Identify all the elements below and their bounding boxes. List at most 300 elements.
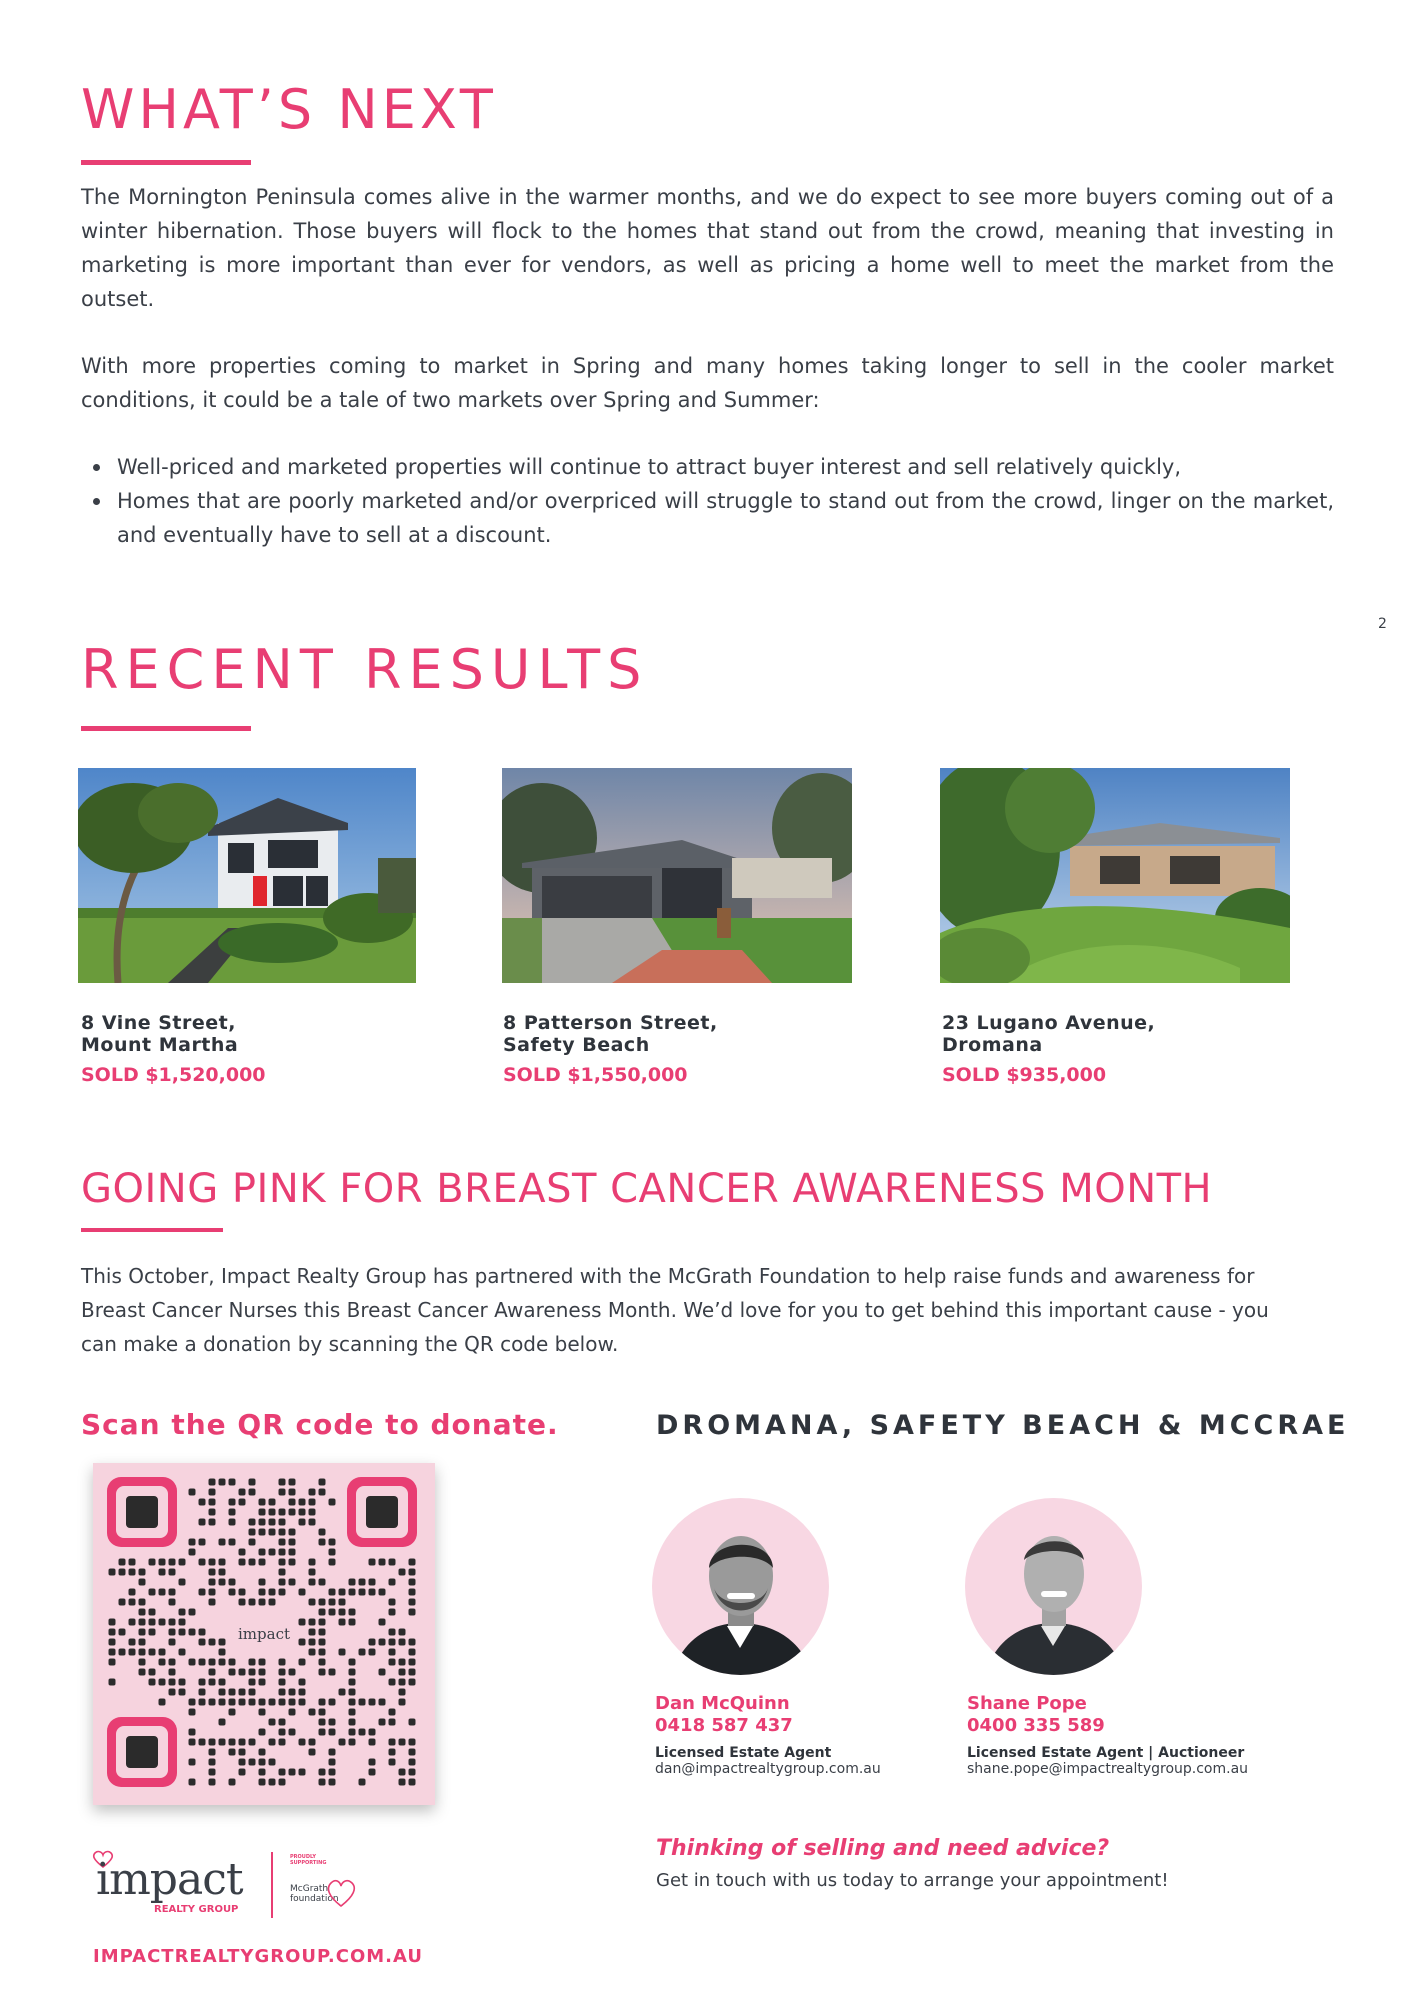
qr-module [139,1609,146,1616]
qr-module [189,1709,196,1716]
qr-module [389,1659,396,1666]
qr-module [279,1679,286,1686]
qr-module [379,1719,386,1726]
qr-module [229,1689,236,1696]
qr-module [249,1479,256,1486]
qr-module [149,1629,156,1636]
qr-module [339,1619,346,1626]
qr-module [209,1669,216,1676]
qr-module [289,1499,296,1506]
qr-module [349,1729,356,1736]
qr-module [339,1649,346,1656]
qr-module [279,1529,286,1536]
qr-module [149,1649,156,1656]
qr-module [269,1699,276,1706]
agent-email[interactable]: dan@impactrealtygroup.com.au [655,1761,881,1777]
agent-phone[interactable]: 0400 335 589 [967,1715,1105,1736]
qr-module [389,1599,396,1606]
listing-street: 8 Patterson Street, [503,1012,718,1034]
qr-module [289,1539,296,1546]
qr-module [209,1659,216,1666]
qr-module [269,1719,276,1726]
qr-module [189,1489,196,1496]
qr-module [259,1729,266,1736]
qr-module [169,1569,176,1576]
qr-module [139,1629,146,1636]
qr-module [299,1499,306,1506]
qr-module [299,1519,306,1526]
qr-module [209,1559,216,1566]
qr-module [289,1559,296,1566]
qr-module [129,1619,136,1626]
qr-module [189,1729,196,1736]
qr-module [319,1629,326,1636]
impact-logo-subtitle: REALTY GROUP [154,1904,239,1915]
qr-module [279,1669,286,1676]
qr-module [289,1489,296,1496]
qr-module [259,1769,266,1776]
qr-module [149,1559,156,1566]
qr-module [249,1739,256,1746]
qr-module [189,1659,196,1666]
qr-module [229,1579,236,1586]
agent-phone[interactable]: 0418 587 437 [655,1715,793,1736]
qr-module [239,1769,246,1776]
qr-module [209,1739,216,1746]
qr-module [279,1479,286,1486]
qr-module [289,1579,296,1586]
qr-module [119,1649,126,1656]
qr-module [289,1669,296,1676]
qr-module [239,1599,246,1606]
qr-module [259,1559,266,1566]
qr-module [309,1489,316,1496]
bullet-item: Well-priced and marketed properties will continue to attract buyer interest and sell relatively quickly, [81,450,1334,484]
qr-module [189,1539,196,1546]
going-pink-title: GOING PINK FOR BREAST CANCER AWARENESS MONTH [81,1166,1213,1212]
donation-qr-code[interactable] [93,1463,435,1805]
listing-suburb: Dromana [942,1034,1043,1056]
qr-module [399,1569,406,1576]
qr-module [199,1639,206,1646]
qr-module [299,1589,306,1596]
qr-module [179,1609,186,1616]
qr-module [199,1589,206,1596]
qr-finder-eye [366,1496,398,1528]
qr-module [259,1659,266,1666]
qr-module [349,1719,356,1726]
qr-module [279,1569,286,1576]
agent-card-shane [967,1693,1297,1777]
qr-module [389,1579,396,1586]
qr-module [319,1709,326,1716]
qr-module [329,1599,336,1606]
whats-next-para-1: The Mornington Peninsula comes alive in the warmer months, and we do expect to see more buyers coming out of a winter hibernation. Those buyers will flock to the homes that stand out from the crowd, meaning that investing in marketing is more important than ever for vendors, as well as pricing a home well to meet the market from the outset. [81,185,1334,311]
qr-module [389,1559,396,1566]
qr-module [339,1609,346,1616]
qr-module [239,1589,246,1596]
qr-module [259,1669,266,1676]
qr-module [299,1639,306,1646]
qr-module [409,1739,416,1746]
qr-module [129,1639,136,1646]
agent-photo-dan-mcquinn [652,1498,829,1675]
qr-module [309,1519,316,1526]
qr-module [209,1499,216,1506]
qr-module [279,1659,286,1666]
listing-photo-vine-street [78,768,416,983]
qr-module [399,1739,406,1746]
qr-module [249,1519,256,1526]
listing-card-patterson [503,1012,823,1086]
qr-module [389,1649,396,1656]
qr-module [399,1689,406,1696]
qr-module [409,1759,416,1766]
qr-module [259,1499,266,1506]
qr-module [289,1529,296,1536]
qr-module [209,1569,216,1576]
qr-module [309,1599,316,1606]
qr-module [329,1719,336,1726]
qr-module [139,1619,146,1626]
qr-module [109,1679,116,1686]
qr-module [229,1509,236,1516]
qr-module [129,1559,136,1566]
qr-module [289,1689,296,1696]
agent-name: Dan McQuinn [655,1693,790,1714]
qr-module [359,1729,366,1736]
qr-module [139,1599,146,1606]
qr-module [159,1559,166,1566]
qr-module [229,1589,236,1596]
qr-module [279,1699,286,1706]
qr-module [389,1709,396,1716]
qr-module [259,1509,266,1516]
qr-module [259,1709,266,1716]
qr-module [399,1669,406,1676]
qr-module [109,1659,116,1666]
qr-module [209,1759,216,1766]
qr-module [319,1729,326,1736]
qr-module [229,1479,236,1486]
qr-module [399,1779,406,1786]
qr-module [349,1579,356,1586]
qr-module [299,1659,306,1666]
qr-module [109,1569,116,1576]
qr-module [399,1699,406,1706]
qr-module [169,1589,176,1596]
listing-card-lugano [942,1012,1262,1086]
qr-module [409,1649,416,1656]
qr-module [329,1559,336,1566]
qr-module [219,1639,226,1646]
listing-suburb: Mount Martha [81,1034,239,1056]
qr-module [319,1719,326,1726]
qr-module [199,1659,206,1666]
qr-module [219,1739,226,1746]
qr-module [239,1669,246,1676]
cta-body: Get in touch with us today to arrange your appointment! [656,1870,1169,1891]
going-pink-rule [81,1228,223,1232]
qr-module [149,1669,156,1676]
qr-module [189,1549,196,1556]
qr-module [259,1529,266,1536]
qr-module [249,1669,256,1676]
qr-module [169,1629,176,1636]
going-pink-body: This October, Impact Realty Group has partnered with the McGrath Foundation to help raise funds and awareness for Breast Cancer Nurses this Breast Cancer Awareness Month. We’d love for you to get behind this important cause - you can make a donation by scanning the QR code below. [81,1264,1269,1356]
qr-module [209,1519,216,1526]
agent-role: Licensed Estate Agent | Auctioneer [967,1745,1245,1761]
qr-module [219,1569,226,1576]
qr-module [309,1709,316,1716]
qr-module [309,1619,316,1626]
qr-module [399,1659,406,1666]
qr-module [249,1529,256,1536]
qr-module [359,1779,366,1786]
qr-module [409,1779,416,1786]
qr-module [269,1589,276,1596]
qr-module [329,1749,336,1756]
qr-module [379,1619,386,1626]
qr-module [109,1619,116,1626]
qr-module [409,1749,416,1756]
qr-module [319,1619,326,1626]
qr-module [329,1759,336,1766]
qr-module [389,1749,396,1756]
qr-module [309,1569,316,1576]
qr-module [369,1579,376,1586]
qr-module [389,1719,396,1726]
qr-module [149,1589,156,1596]
qr-module [229,1749,236,1756]
qr-module [159,1619,166,1626]
qr-module [109,1649,116,1656]
qr-module [369,1649,376,1656]
qr-module [409,1639,416,1646]
qr-module [179,1679,186,1686]
qr-module [379,1699,386,1706]
qr-module [239,1749,246,1756]
qr-module [349,1589,356,1596]
qr-module [359,1589,366,1596]
qr-module [369,1729,376,1736]
qr-module [309,1749,316,1756]
agents-section-title: DROMANA, SAFETY BEACH & MCCRAE [656,1410,1350,1441]
qr-module [379,1589,386,1596]
qr-module [289,1729,296,1736]
listing-suburb: Safety Beach [503,1034,650,1056]
qr-module [209,1509,216,1516]
qr-module [259,1589,266,1596]
qr-module [219,1649,226,1656]
qr-module [209,1639,216,1646]
qr-module [279,1559,286,1566]
recent-results-rule [81,726,251,731]
qr-module [279,1489,286,1496]
qr-module [369,1699,376,1706]
qr-module [289,1709,296,1716]
qr-module [239,1559,246,1566]
impact-logo [92,1848,262,1918]
qr-module [319,1479,326,1486]
qr-module [229,1699,236,1706]
agent-email[interactable]: shane.pope@impactrealtygroup.com.au [967,1761,1249,1777]
qr-module [239,1499,246,1506]
qr-module [179,1579,186,1586]
qr-module [409,1589,416,1596]
qr-module [169,1659,176,1666]
qr-module [329,1769,336,1776]
qr-module [169,1619,176,1626]
qr-module [279,1729,286,1736]
qr-module [199,1689,206,1696]
qr-module [299,1619,306,1626]
qr-module [329,1539,336,1546]
qr-module [119,1559,126,1566]
qr-module [199,1679,206,1686]
qr-module [329,1609,336,1616]
agent-role: Licensed Estate Agent [655,1745,832,1761]
qr-module [309,1499,316,1506]
qr-module [329,1699,336,1706]
qr-module [159,1649,166,1656]
bullet-item: Homes that are poorly marketed and/or overpriced will struggle to stand out from the crowd, linger on the market, and eventually have to sell at a discount. [81,484,1334,552]
listing-photo-lugano-avenue [940,768,1290,983]
qr-module [239,1489,246,1496]
agent-card-dan [655,1693,955,1777]
listing-price: SOLD $935,000 [942,1064,1107,1086]
qr-module [199,1629,206,1636]
qr-module [319,1599,326,1606]
qr-module [349,1709,356,1716]
listing-price: SOLD $1,550,000 [503,1064,688,1086]
qr-module [179,1629,186,1636]
qr-module [409,1559,416,1566]
qr-module [229,1659,236,1666]
recent-results-title: RECENT RESULTS [81,638,649,701]
qr-module [299,1509,306,1516]
qr-module [149,1609,156,1616]
mcgrath-logo [290,1854,380,1918]
qr-module [379,1669,386,1676]
qr-heading: Scan the QR code to donate. [81,1408,559,1441]
qr-module [179,1689,186,1696]
qr-module [259,1749,266,1756]
qr-module [359,1579,366,1586]
qr-module [409,1769,416,1776]
qr-module [209,1479,216,1486]
qr-module [139,1639,146,1646]
qr-module [269,1529,276,1536]
qr-module [199,1519,206,1526]
qr-module [379,1639,386,1646]
whats-next-rule [81,160,251,165]
qr-module [219,1719,226,1726]
listing-street: 23 Lugano Avenue, [942,1012,1156,1034]
qr-module [339,1689,346,1696]
qr-module [359,1699,366,1706]
qr-module [169,1599,176,1606]
qr-module [409,1659,416,1666]
qr-module [279,1519,286,1526]
qr-module [369,1559,376,1566]
qr-module [159,1679,166,1686]
qr-module [269,1739,276,1746]
qr-module [279,1589,286,1596]
qr-module [389,1739,396,1746]
qr-module [319,1669,326,1676]
qr-module [259,1759,266,1766]
qr-module [109,1629,116,1636]
qr-module [309,1639,316,1646]
qr-module [179,1619,186,1626]
qr-module [159,1589,166,1596]
qr-module [279,1509,286,1516]
qr-module [319,1659,326,1666]
qr-module [149,1619,156,1626]
qr-center-logo: impact [235,1621,293,1647]
qr-module [229,1539,236,1546]
qr-module [409,1719,416,1726]
website-link[interactable]: IMPACTREALTYGROUP.COM.AU [93,1946,423,1967]
qr-module [239,1549,246,1556]
qr-module [229,1519,236,1526]
qr-module [259,1549,266,1556]
qr-module [149,1679,156,1686]
listing-price: SOLD $1,520,000 [81,1064,266,1086]
qr-module [219,1579,226,1586]
agent-photo-shane-pope [965,1498,1142,1675]
qr-module [399,1679,406,1686]
qr-module [209,1769,216,1776]
mcgrath-foundation: foundation [290,1894,339,1904]
qr-module [319,1699,326,1706]
qr-module [249,1699,256,1706]
qr-module [199,1559,206,1566]
qr-module [219,1679,226,1686]
qr-module [209,1579,216,1586]
qr-module [279,1549,286,1556]
qr-module [369,1759,376,1766]
qr-module [409,1579,416,1586]
qr-module [299,1769,306,1776]
qr-module [369,1739,376,1746]
qr-finder-eye [126,1736,158,1768]
qr-module [409,1669,416,1676]
qr-module [289,1509,296,1516]
qr-module [299,1699,306,1706]
mcgrath-name: McGrath [290,1884,329,1894]
qr-module [119,1629,126,1636]
qr-module [269,1499,276,1506]
qr-module [279,1539,286,1546]
qr-module [219,1689,226,1696]
qr-module [209,1749,216,1756]
qr-module [299,1679,306,1686]
qr-module [369,1639,376,1646]
qr-module [279,1689,286,1696]
qr-module [239,1739,246,1746]
qr-module [119,1599,126,1606]
qr-module [349,1659,356,1666]
qr-module [309,1629,316,1636]
qr-module [169,1689,176,1696]
qr-module [259,1579,266,1586]
cta-title: Thinking of selling and need advice? [656,1836,1110,1861]
qr-module [349,1609,356,1616]
qr-module [189,1739,196,1746]
mcgrath-heart-icon [324,1876,358,1910]
